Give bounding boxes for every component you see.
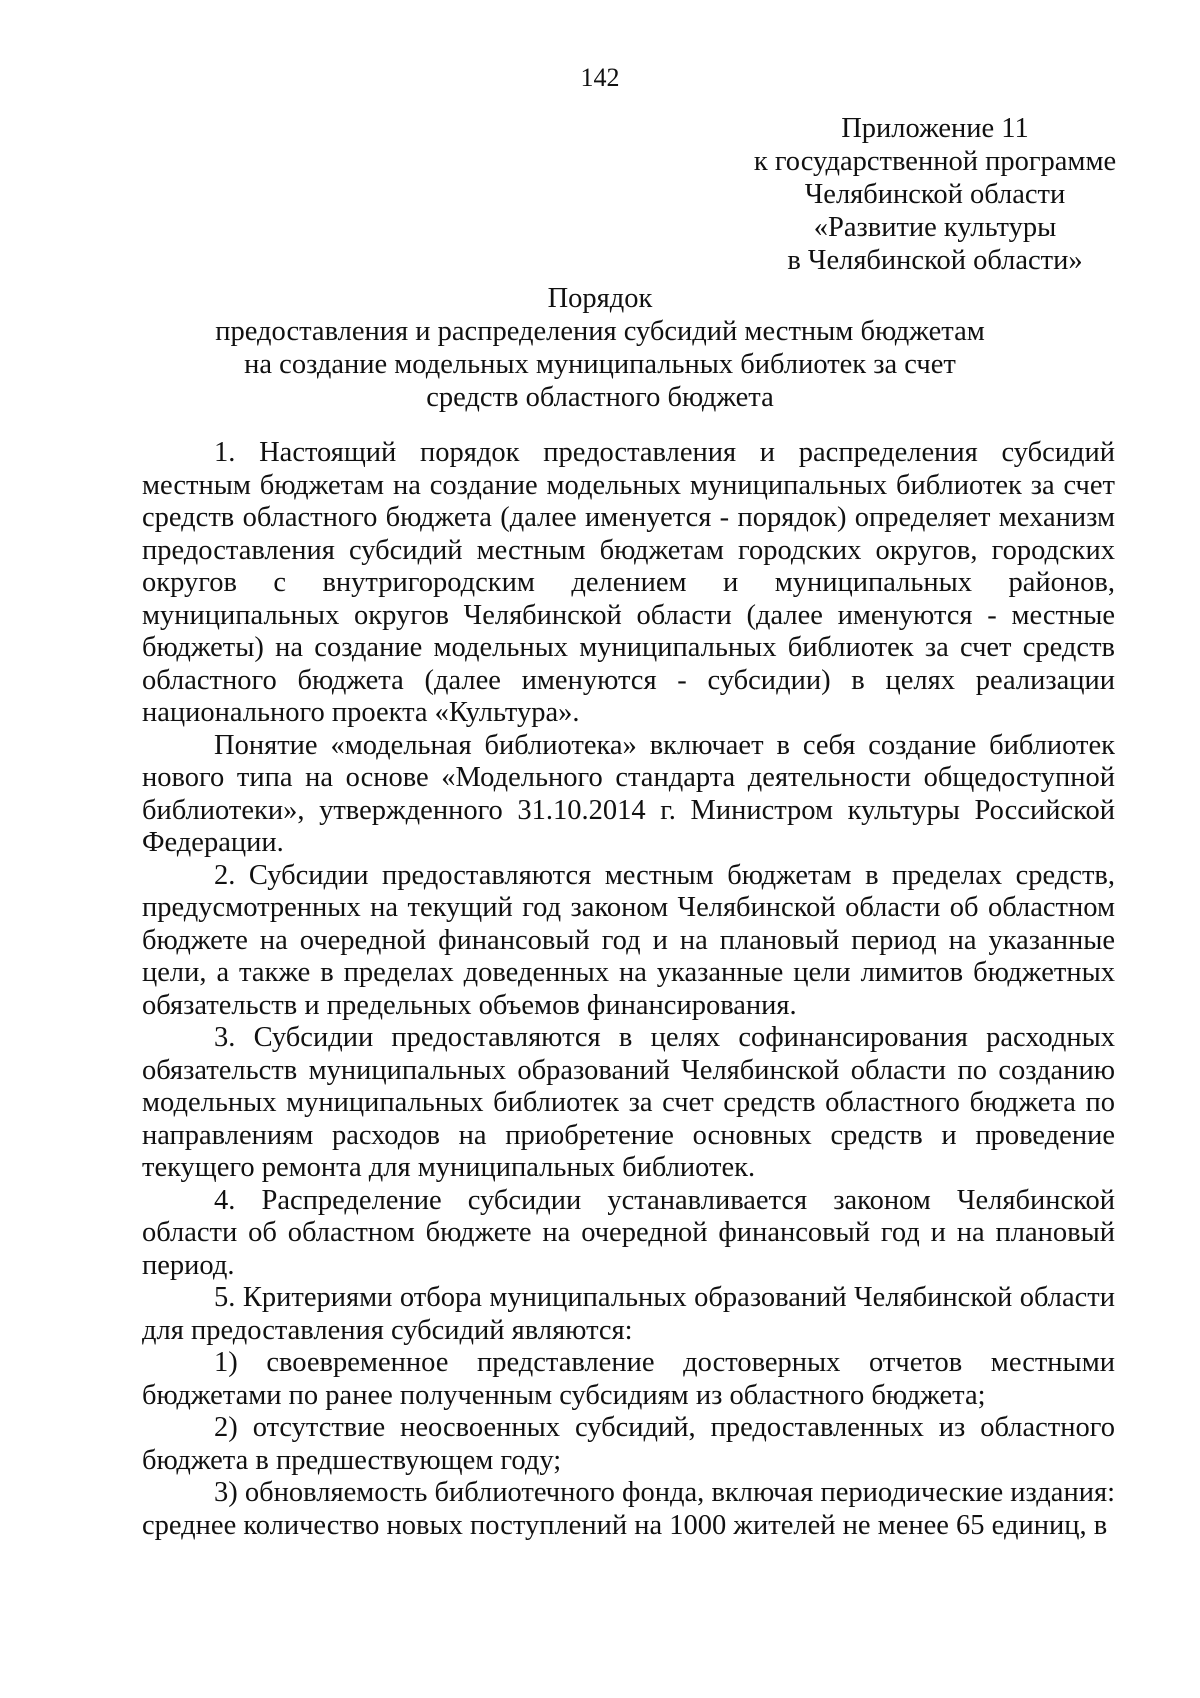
- paragraph: Понятие «модельная библиотека» включает в себя создание библиотек нового типа на основе «Модельного стандарта деятельности общедоступной библиотеки», утвержденного 31.10.2014 г. Министром культуры Российской Федерации.: [142, 729, 1115, 858]
- paragraph: 4. Распределение субсидии устанавливается законом Челябинской области об областном бюджете на очередной финансовый год и на плановый период.: [142, 1184, 1115, 1281]
- paragraph: 3. Субсидии предоставляются в целях софинансирования расходных обязательств муниципальных образований Челябинской области по созданию модельных муниципальных библиотек за счет средств областного бюджета по направлениям расходов на приобретение основных средств и проведение текущего ремонта для муниципальных библиотек.: [142, 1022, 1115, 1183]
- appendix-line: «Развитие культуры: [813, 212, 1057, 243]
- appendix-line: к государственной программе: [753, 146, 1117, 177]
- page-number: 142: [580, 63, 620, 92]
- title-line: Порядок: [547, 283, 653, 314]
- title-line: предоставления и распределения субсидий местным бюджетам: [215, 316, 985, 347]
- paragraph: 5. Критериями отбора муниципальных образований Челябинской области для предоставления субсидий являются:: [142, 1282, 1115, 1346]
- appendix-line: Приложение 11: [841, 113, 1029, 144]
- paragraph: 1) своевременное представление достоверных отчетов местными бюджетами по ранее полученным субсидиям из областного бюджета;: [142, 1347, 1115, 1411]
- paragraph: 1. Настоящий порядок предоставления и распределения субсидий местным бюджетам на создание модельных муниципальных библиотек за счет средств областного бюджета (далее именуется - порядок) определяет механизм предоставления субсидий местным бюджетам городских округов, городских округов с внутригородским делением и муниципальных районов, муниципальных округов Челябинской области (далее именуются - местные бюджеты) на создание модельных муниципальных библиотек за счет средств областного бюджета (далее именуются - субсидии) в целях реализации национального проекта «Культура».: [142, 437, 1115, 728]
- paragraph: 2. Субсидии предоставляются местным бюджетам в пределах средств, предусмотренных на текущий год законом Челябинской области об областном бюджете на очередной финансовый год и на плановый период на указанные цели, а также в пределах доведенных на указанные цели лимитов бюджетных обязательств и предельных объемов финансирования.: [142, 859, 1115, 1021]
- title-line: на создание модельных муниципальных библиотек за счет: [244, 349, 956, 380]
- document-body: [142, 437, 1115, 1542]
- appendix-line: Челябинской области: [804, 179, 1066, 210]
- title-line: средств областного бюджета: [426, 382, 774, 413]
- paragraph: 3) обновляемость библиотечного фонда, включая периодические издания: среднее количество новых поступлений на 1000 жителей не менее 65 единиц, в: [142, 1477, 1115, 1541]
- appendix-header: [700, 112, 1170, 277]
- paragraph: 2) отсутствие неосвоенных субсидий, предоставленных из областного бюджета в предшествующем году;: [142, 1412, 1115, 1476]
- appendix-line: в Челябинской области»: [787, 245, 1083, 276]
- document-title: [0, 282, 1200, 414]
